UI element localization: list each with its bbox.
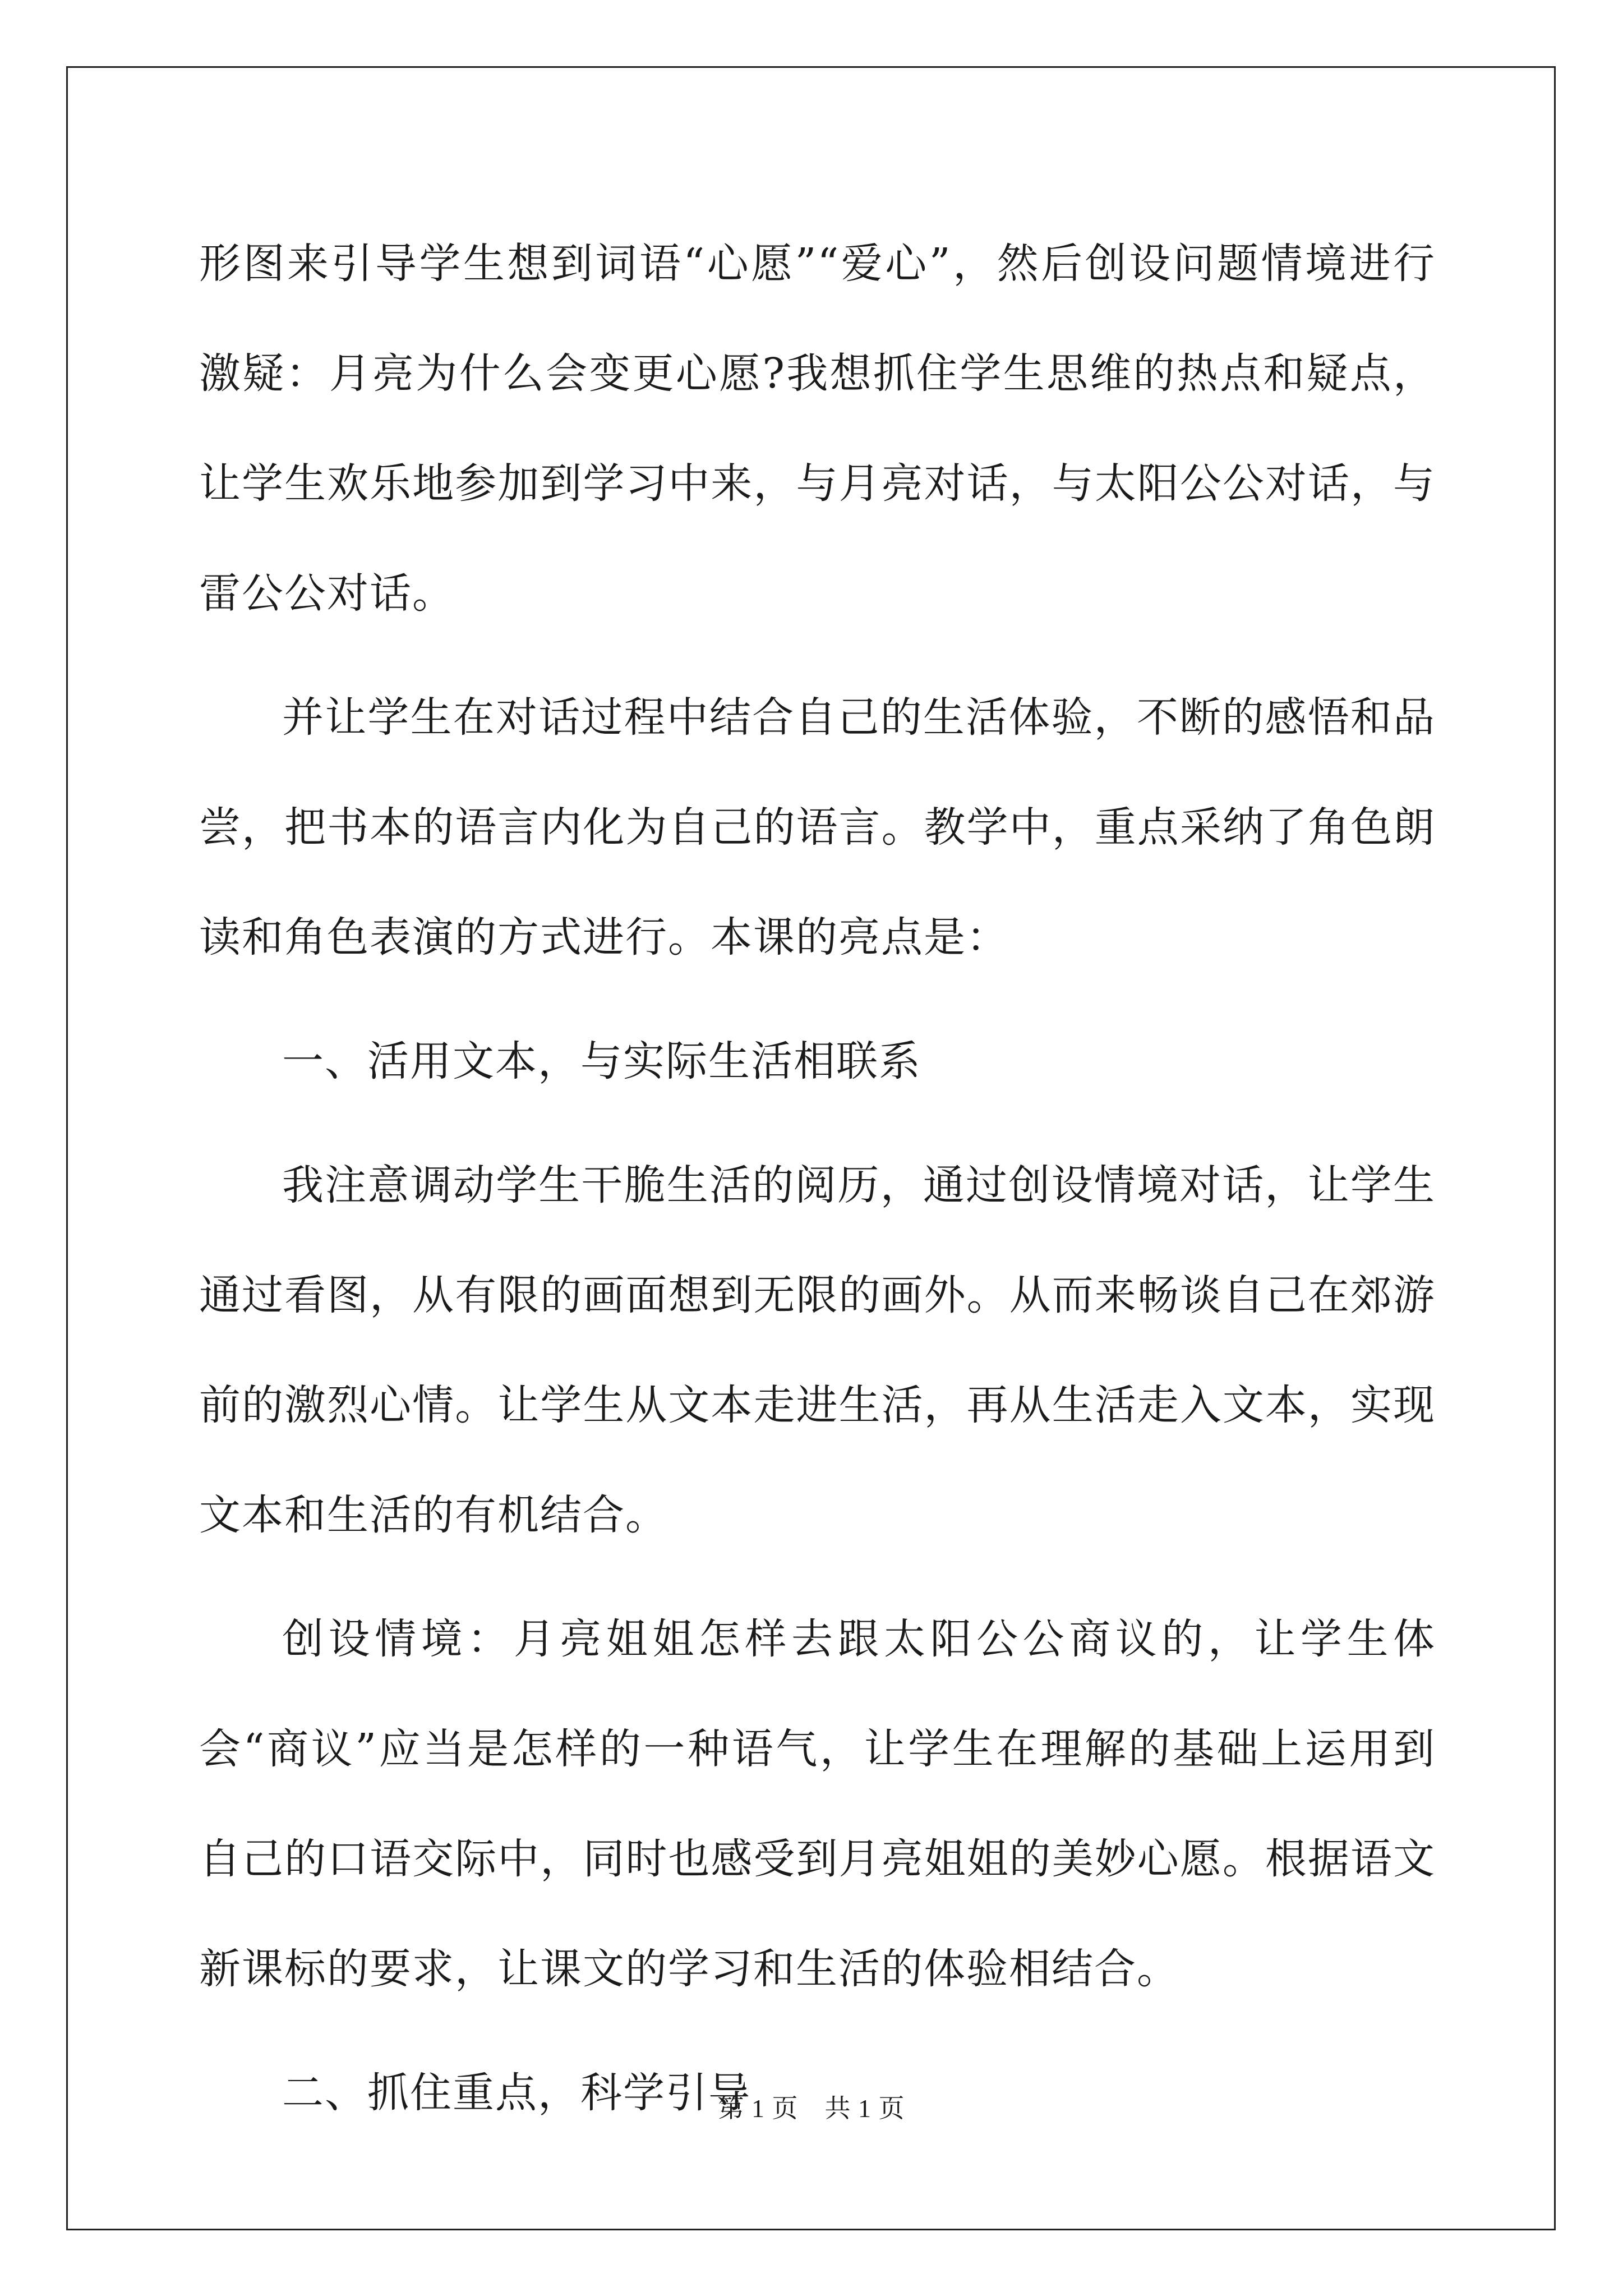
page-number-footer: 第 1 页 共 1 页 [718, 2094, 905, 2123]
paragraph-4: 创设情境：月亮姐姐怎样去跟太阳公公商议的，让学生体会“商议”应当是怎样的一种语气，让学生在理解的基础上运用到自己的口语交际中，同时也感受到月亮姐姐的美妙心愿。根据语文新课标的要求，让课文的学习和生活的体验相结合。 [199, 1615, 1436, 1993]
section-heading-2: 二、抓住重点，科学引导 [282, 2069, 751, 2117]
paragraph-3: 我注意调动学生干脆生活的阅历，通过创设情境对话，让学生通过看图，从有限的画面想到无限的画外。从而来畅谈自己在郊游前的激烈心情。让学生从文本走进生活，再从生活走入文本，实现文本和生活的有机结合。 [199, 1161, 1436, 1539]
document-body [199, 209, 1436, 2162]
paragraph-1: 形图来引导学生想到词语“心愿”“爱心”，然后创设问题情境进行激疑：月亮为什么会变更心愿?我想抓住学生思维的热点和疑点，让学生欢乐地参加到学习中来，与月亮对话，与太阳公公对话，与雷公公对话。 [199, 240, 1436, 618]
section-heading-1: 一、活用文本，与实际生活相联系 [282, 1037, 921, 1085]
paragraph-2: 并让学生在对话过程中结合自己的生活体验，不断的感悟和品尝，把书本的语言内化为自己的语言。教学中，重点采纳了角色朗读和角色表演的方式进行。本课的亮点是： [199, 693, 1436, 961]
